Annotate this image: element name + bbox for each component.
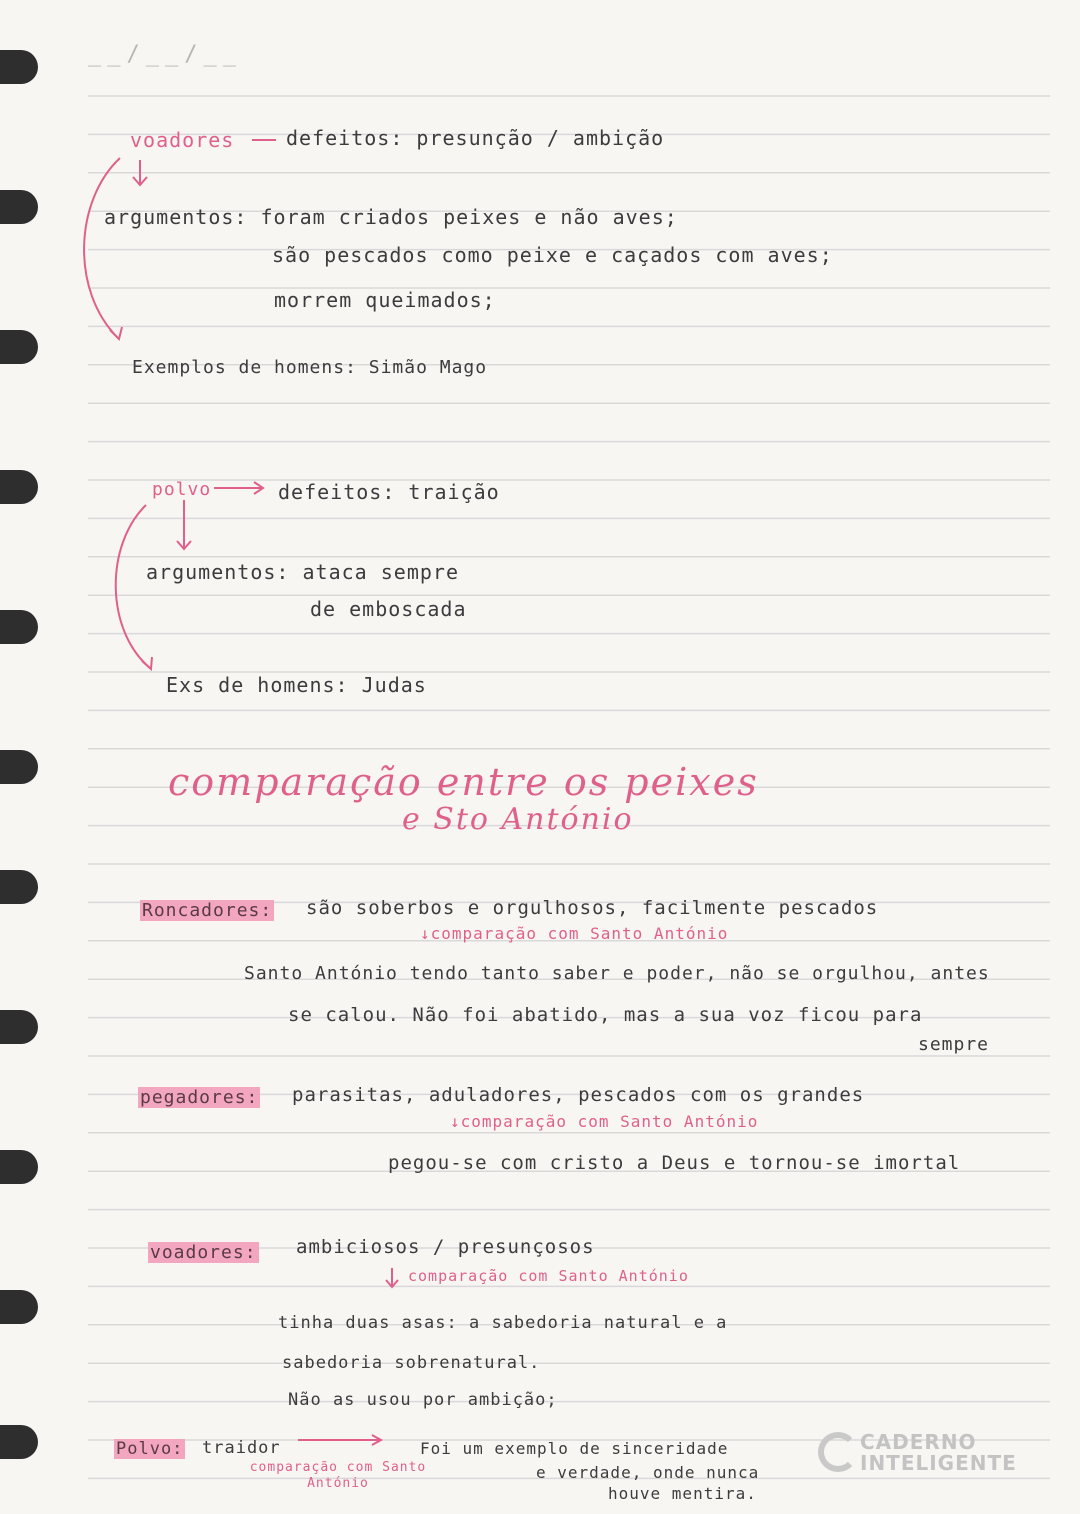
polvo2-comparison: comparação com Santo António bbox=[249, 1460, 427, 1491]
roncadores-label: Roncadores: bbox=[142, 900, 273, 921]
polvo-argumento-2: de emboscada bbox=[310, 597, 467, 621]
section-title: comparação entre os peixes bbox=[168, 760, 759, 804]
voadores-argumento-2: são pescados como peixe e caçados com aves; bbox=[272, 243, 833, 267]
polvo-argumento-1: argumentos: ataca sempre bbox=[146, 560, 459, 584]
voadores2-line-2: sabedoria sobrenatural. bbox=[282, 1353, 541, 1373]
roncadores-comparison: comparação com Santo António bbox=[430, 924, 729, 943]
polvo-label: polvo bbox=[152, 479, 212, 500]
logo-line-2: INTELIGENTE bbox=[860, 1451, 1017, 1475]
arrow-down-icon: ↓ bbox=[450, 1112, 461, 1131]
arrow-down-icon bbox=[177, 500, 191, 549]
pegadores-line-1: pegou-se com cristo a Deus e tornou-se imortal bbox=[388, 1152, 961, 1174]
voadores-label: voadores bbox=[130, 128, 235, 152]
date-field: __/__/__ bbox=[88, 42, 242, 67]
voadores-exemplos: Exemplos de homens: Simão Mago bbox=[132, 357, 488, 378]
roncadores-line-1: Santo António tendo tanto saber e poder, não se orgulhou, antes bbox=[244, 963, 990, 984]
voadores-defeitos: defeitos: presunção / ambição bbox=[286, 126, 665, 150]
section-subtitle: e Sto António bbox=[402, 802, 634, 837]
polvo2-line-3: houve mentira. bbox=[608, 1484, 757, 1503]
polvo-exemplos: Exs de homens: Judas bbox=[166, 673, 427, 697]
pegadores-label: pegadores: bbox=[140, 1087, 259, 1108]
bracket-arrow-icon bbox=[84, 158, 122, 339]
logo-line-1: CADERNO bbox=[860, 1430, 977, 1454]
logo-c-icon bbox=[818, 1432, 858, 1472]
polvo-defeitos: defeitos: traição bbox=[278, 480, 500, 504]
arrow-down-icon bbox=[386, 1268, 398, 1287]
arrow-icon bbox=[214, 482, 263, 494]
pegadores-text: parasitas, aduladores, pescados com os grandes bbox=[292, 1084, 865, 1106]
roncadores-line-2: se calou. Não foi abatido, mas a sua voz ficou para bbox=[288, 1004, 923, 1026]
voadores-argumento-3: morrem queimados; bbox=[274, 288, 496, 312]
caderno-inteligente-logo bbox=[818, 1430, 1048, 1490]
polvo2-label: Polvo: bbox=[116, 1439, 184, 1459]
roncadores-line-3: sempre bbox=[918, 1034, 990, 1055]
arrow-down-icon bbox=[133, 160, 147, 185]
arrow-icon bbox=[298, 1435, 381, 1445]
bracket-arrow-icon bbox=[116, 505, 152, 669]
polvo2-text: traidor bbox=[202, 1438, 281, 1458]
voadores2-text: ambiciosos / presunçosos bbox=[296, 1236, 595, 1258]
arrow-down-icon: ↓ bbox=[420, 924, 431, 943]
voadores2-line-1: tinha duas asas: a sabedoria natural e a bbox=[278, 1313, 728, 1333]
polvo2-line-1: Foi um exemplo de sinceridade bbox=[420, 1439, 729, 1458]
pegadores-comparison: comparação com Santo António bbox=[460, 1112, 759, 1131]
voadores2-comparison: comparação com Santo António bbox=[408, 1267, 689, 1285]
voadores-argumento-1: argumentos: foram criados peixes e não aves; bbox=[104, 205, 678, 229]
voadores2-label: voadores: bbox=[150, 1242, 257, 1263]
roncadores-text: são soberbos e orgulhosos, facilmente pescados bbox=[306, 897, 879, 919]
polvo2-line-2: e verdade, onde nunca bbox=[536, 1463, 760, 1482]
voadores2-line-3: Não as usou por ambição; bbox=[288, 1390, 558, 1410]
